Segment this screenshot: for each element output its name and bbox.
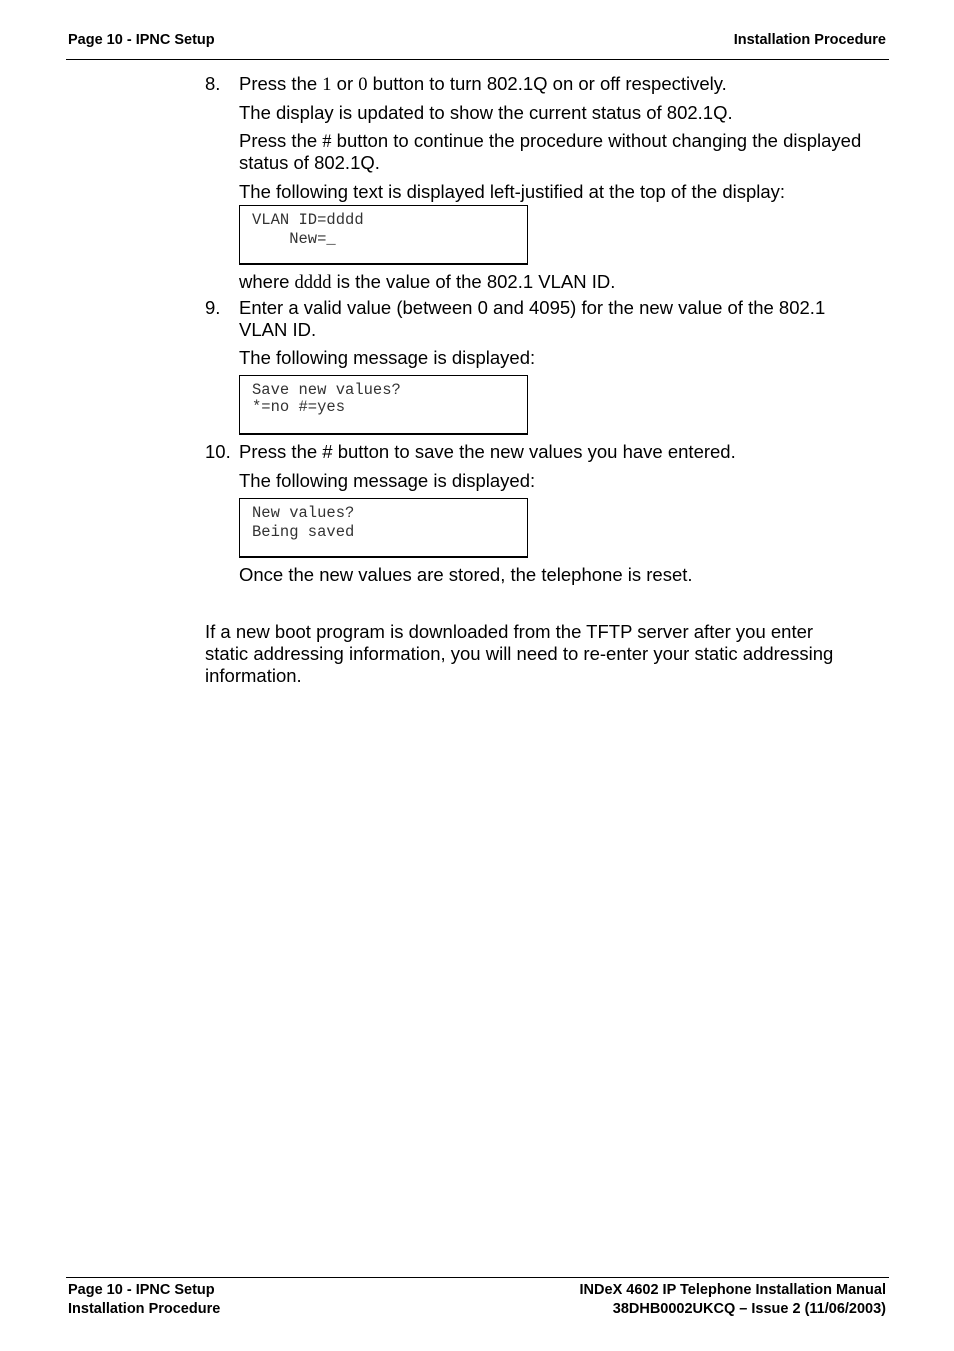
display-save-prompt — [239, 375, 528, 435]
step-10-line-3: Once the new values are stored, the telephone is reset. — [239, 564, 693, 585]
display-line: VLAN ID=dddd — [252, 211, 364, 229]
note-line: static addressing information, you will need to re-enter your static addressing — [205, 643, 834, 664]
page-footer — [66, 1277, 889, 1322]
step-9-number: 9. — [205, 297, 221, 318]
display-vlan-id — [239, 205, 528, 265]
key-1: 1 — [322, 75, 332, 95]
display-line: New values? — [252, 504, 355, 522]
header-left: Page 10 - IPNC Setup — [68, 32, 215, 48]
step-8-line-4: The following text is displayed left-justified at the top of the display: — [239, 181, 786, 202]
step-8-line-1: Press the 1 or 0 button to turn 802.1Q on or off respectively. — [239, 73, 727, 95]
key-0: 0 — [358, 75, 368, 95]
step-8-line-2: The display is updated to show the current status of 802.1Q. — [239, 102, 733, 123]
note-line: information. — [205, 665, 302, 686]
step-9-line-2: The following message is displayed: — [239, 347, 536, 368]
footer-right-1: INDeX 4602 IP Telephone Installation Manual — [579, 1282, 886, 1298]
step-8-line-3: Press the # button to continue the procedure without changing the displayed — [239, 130, 862, 152]
step-9-line-1: Enter a valid value (between 0 and 4095) for the new value of the 802.1 — [239, 297, 826, 318]
step-10-line-1: Press the # button to save the new values you have entered. — [239, 441, 736, 462]
display-line: Being saved — [252, 523, 355, 541]
footer-right-2: 38DHB0002UKCQ – Issue 2 (11/06/2003) — [612, 1301, 886, 1317]
step-10-number: 10. — [205, 441, 231, 462]
footer-left-1: Page 10 - IPNC Setup — [68, 1282, 215, 1298]
note-paragraph — [205, 621, 889, 687]
display-saving — [239, 498, 528, 558]
step-8-where: where dddd is the value of the 802.1 VLAN ID. — [239, 271, 616, 293]
key-hash: # — [322, 132, 332, 152]
note-line: If a new boot program is downloaded from the TFTP server after you enter — [205, 621, 814, 642]
header-right: Installation Procedure — [733, 32, 886, 48]
step-8-line-3b: status of 802.1Q. — [239, 152, 380, 173]
step-10-line-2: The following message is displayed: — [239, 470, 536, 491]
display-line: *=no #=yes — [252, 398, 346, 416]
page-header — [66, 31, 889, 60]
step-8-number: 8. — [205, 73, 221, 94]
footer-left-2: Installation Procedure — [68, 1301, 221, 1317]
step-9-line-1b: VLAN ID. — [239, 319, 317, 340]
display-line: New=_ — [252, 230, 336, 248]
display-line: Save new values? — [252, 381, 401, 399]
